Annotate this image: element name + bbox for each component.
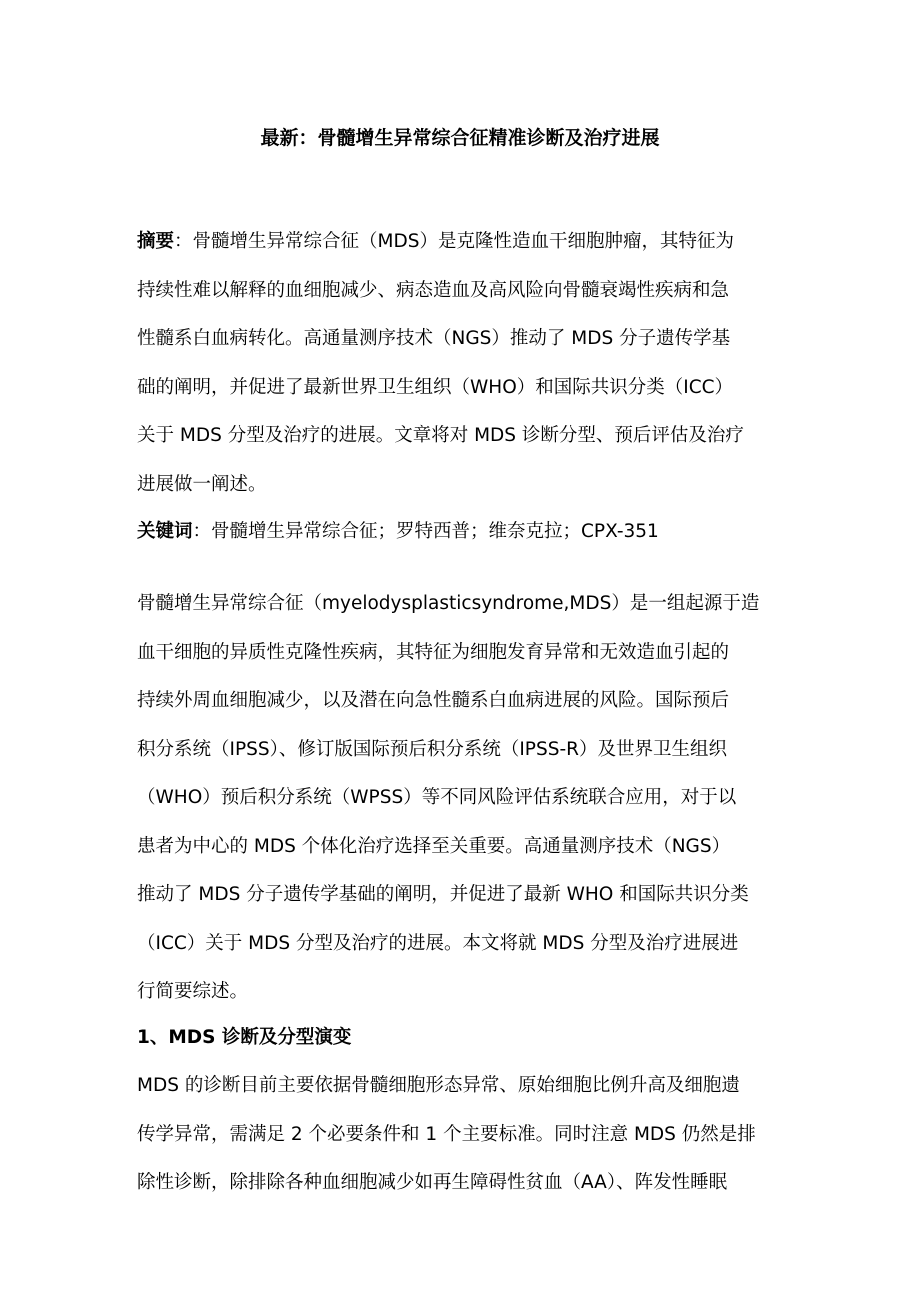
abstract-text: ：骨髓增生异常综合征（MDS）是克隆性造血干细胞肿瘤，其特征为 [174,231,734,252]
section-line-2: 传学异常，需满足 2 个必要条件和 1 个主要标准。同时注意 MDS 仍然是排 [137,1123,756,1145]
section-heading-text: 1、MDS 诊断及分型演变 [137,1027,352,1048]
keywords-line [137,508,785,557]
keywords-paragraph [137,508,785,557]
intro-line-9: 行简要综述。 [137,981,249,1002]
intro-line-4: 积分系统（IPSS）、修订版国际预后积分系统（IPSS-R）及世界卫生组织 [137,738,727,760]
abstract-line-5: 关于 MDS 分型及治疗的进展。文章将对 MDS 诊断分型、预后评估及治疗 [137,425,744,446]
section-line-1: MDS 的诊断目前主要依据骨髓细胞形态异常、原始细胞比例升高及细胞遗 [137,1075,740,1096]
abstract-line-1 [137,218,785,267]
intro-line-1: 骨髓增生异常综合征（myelodysplasticsyndrome,MDS）是一组起源于造 [137,593,760,614]
abstract-label: 摘要 [137,231,175,252]
intro-paragraph [137,580,785,1017]
intro-line-8: （ICC）关于 MDS 分型及治疗的进展。本文将就 MDS 分型及治疗进展进 [137,932,739,954]
keywords-text: ：骨髓增生异常综合征；罗特西普；维奈克拉；CPX-351 [192,521,659,542]
intro-line-2: 血干细胞的异质性克隆性疾病，其特征为细胞发育异常和无效造血引起的 [137,641,730,663]
section-line-3: 除性诊断，除排除各种血细胞减少如再生障碍性贫血（AA）、阵发性睡眠 [137,1172,728,1193]
abstract-line-6: 进展做一阐述。 [137,473,267,495]
intro-line-5: （WHO）预后积分系统（WPSS）等不同风险评估系统联合应用，对于以 [137,787,737,808]
intro-line-6: 患者为中心的 MDS 个体化治疗选择至关重要。高通量测序技术（NGS） [137,835,731,857]
abstract-paragraph [137,218,785,509]
abstract-line-2: 持续性难以解释的血细胞减少、病态造血及高风险向骨髓衰竭性疾病和急 [137,279,730,301]
intro-line-3: 持续外周血细胞减少，以及潜在向急性髓系白血病进展的风险。国际预后 [137,690,730,711]
section-paragraph [137,1062,785,1208]
document-title: 最新：骨髓增生异常综合征精准诊断及治疗进展 [260,127,660,149]
abstract-line-4: 础的阐明，并促进了最新世界卫生组织（WHO）和国际共识分类（ICC） [137,376,734,398]
abstract-line-3: 性髓系白血病转化。高通量测序技术（NGS）推动了 MDS 分子遗传学基 [137,328,731,349]
keywords-label: 关键词 [137,521,193,542]
section-heading [137,1014,785,1063]
intro-line-7: 推动了 MDS 分子遗传学基础的阐明，并促进了最新 WHO 和国际共识分类 [137,884,749,905]
